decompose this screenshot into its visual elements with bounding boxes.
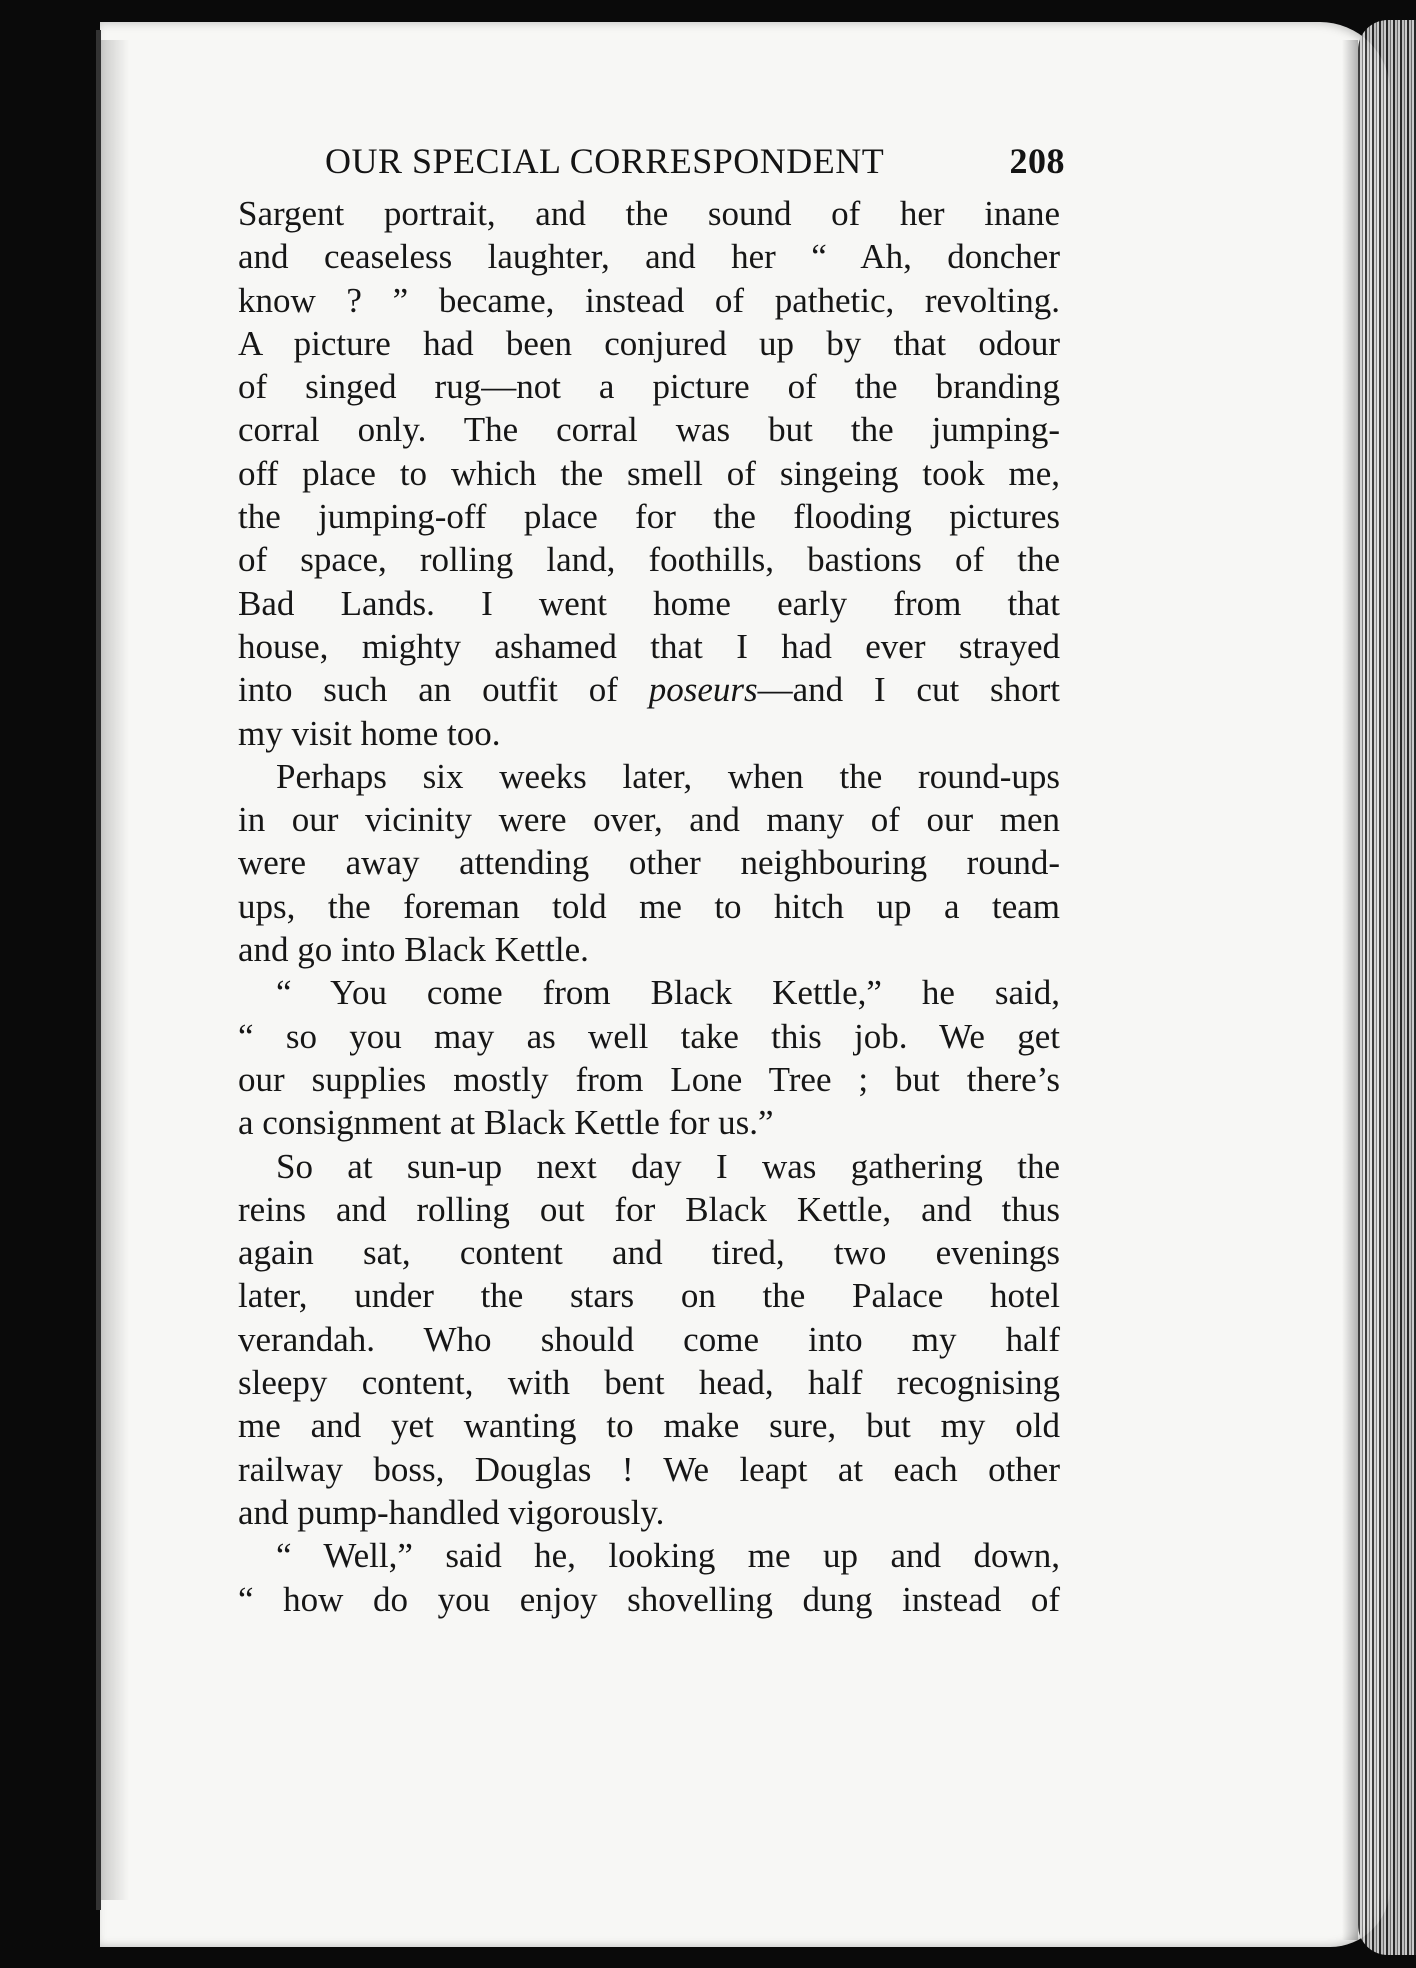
text-line: verandah. Who should come into my half <box>238 1319 1060 1359</box>
text-line: Sargent portrait, and the sound of her inane <box>238 194 1060 233</box>
text-line: in our vicinity were over, and many of our men <box>238 800 1060 840</box>
text-line: “ how do you enjoy shovelling dung instead of <box>238 1579 1060 1619</box>
text-line: the jumping-off place for the flooding pictures <box>238 497 1060 537</box>
text-line: me and yet wanting to make sure, but my old <box>238 1406 1060 1446</box>
text-line: railway boss, Douglas ! We leapt at each other <box>238 1449 1060 1489</box>
text-line: house, mighty ashamed that I had ever strayed <box>238 626 1060 666</box>
page-edge-shadow <box>1342 40 1358 1940</box>
text-line: and pump-handled vigorously. <box>238 1492 665 1532</box>
gutter-shadow <box>101 40 129 1900</box>
text-line: corral only. The corral was but the jumping- <box>238 410 1060 450</box>
text-line: know ? ” became, instead of pathetic, revolting. <box>238 280 1060 320</box>
running-title: OUR SPECIAL CORRESPONDENT <box>325 141 885 181</box>
text-line: a consignment at Black Kettle for us.” <box>238 1103 774 1143</box>
italic-word: poseurs <box>648 670 758 710</box>
text-line: of singed rug—not a picture of the branding <box>238 367 1060 407</box>
text-line: my visit home too. <box>238 713 501 753</box>
page-number: 208 <box>1009 141 1065 181</box>
text-line: “ Well,” said he, looking me up and down, <box>276 1536 1060 1576</box>
text-line: later, under the stars on the Palace hotel <box>238 1276 1060 1316</box>
text-line: were away attending other neighbouring round- <box>238 843 1060 883</box>
text-line: So at sun-up next day I was gathering the <box>276 1146 1060 1186</box>
text-line: and go into Black Kettle. <box>238 930 589 970</box>
text-line: of space, rolling land, foothills, bastions of the <box>238 540 1060 580</box>
text-line: sleepy content, with bent head, half recognising <box>238 1363 1060 1403</box>
text-line: Bad Lands. I went home early from that <box>238 583 1060 623</box>
body-text <box>238 192 1060 1621</box>
text-line: reins and rolling out for Black Kettle, and thus <box>238 1189 1060 1229</box>
running-header <box>325 140 1065 190</box>
text-line-mixed <box>238 668 1060 711</box>
text-line: A picture had been conjured up by that odour <box>238 323 1060 363</box>
text-line: Perhaps six weeks later, when the round-ups <box>276 756 1060 796</box>
text-line: our supplies mostly from Lone Tree ; but there’s <box>238 1059 1060 1099</box>
text-line: “ You come from Black Kettle,” he said, <box>276 973 1060 1013</box>
text-line: and ceaseless laughter, and her “ Ah, doncher <box>238 237 1060 277</box>
page-edges <box>1358 20 1416 1955</box>
text-line: ups, the foreman told me to hitch up a team <box>238 886 1060 926</box>
text-fragment: into such an outfit of <box>238 670 649 710</box>
text-fragment: —and I cut short <box>757 670 1061 710</box>
text-line: off place to which the smell of singeing took me, <box>238 453 1060 493</box>
text-line: “ so you may as well take this job. We get <box>238 1016 1060 1056</box>
text-line: again sat, content and tired, two evenings <box>238 1233 1060 1273</box>
